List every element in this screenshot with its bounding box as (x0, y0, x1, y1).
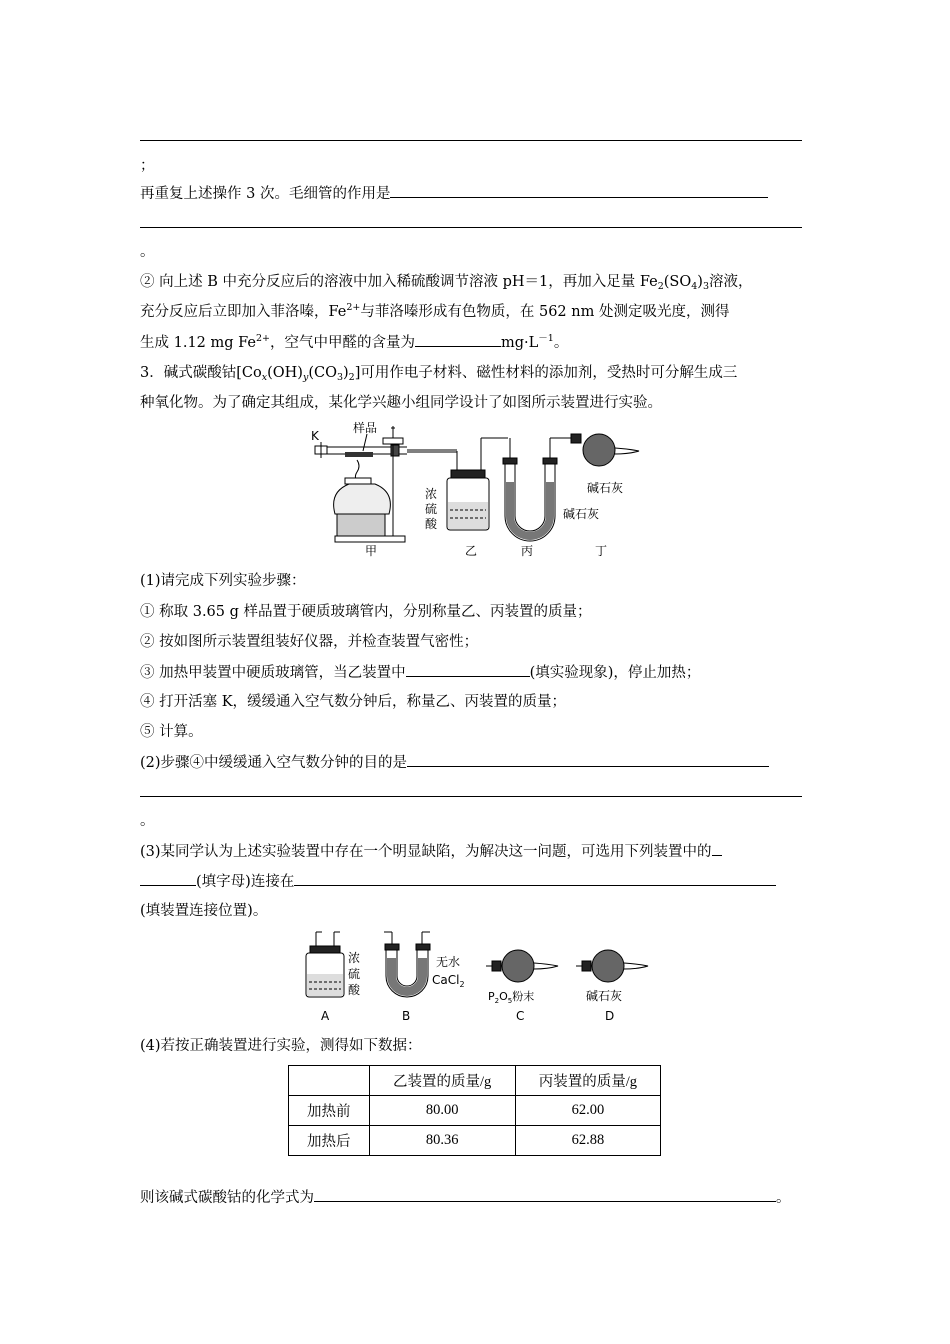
label-acid-3: 酸 (425, 517, 438, 531)
valve-k (315, 442, 327, 458)
caption-yi: 乙 (465, 544, 478, 558)
q3-text: ) (343, 365, 349, 381)
option-a-label-1: 浓 (348, 951, 361, 965)
apparatus-figure (305, 418, 645, 560)
part4-title: (4)若按正确装置进行实验，测得如下数据： (140, 1038, 422, 1054)
q2-text: 生成 1.12 mg Fe (140, 335, 256, 351)
q2-line-3 (140, 332, 568, 353)
o-text: O (499, 990, 508, 1003)
q2-text: 充分反应后立即加入菲洛嗪，Fe (140, 304, 347, 320)
option-a-label-3: 酸 (348, 983, 361, 997)
subscript: 3 (702, 281, 709, 292)
table-cell: 加热前 (289, 1096, 370, 1126)
answer-line[interactable] (140, 796, 802, 797)
q2-text: 与菲洛嗪形成有色物质，在 562 nm 处测定吸光度，测得 (360, 304, 730, 320)
option-d-label: 碱石灰 (586, 989, 623, 1003)
table-header-cell (289, 1066, 370, 1096)
final-text: 则该碱式碳酸钴的化学式为 (140, 1190, 314, 1206)
caption-jia: 甲 (365, 544, 378, 558)
q3-text: (CO (308, 365, 337, 381)
end-mark-2: 。 (140, 813, 155, 829)
drying-tube-ding (550, 434, 639, 466)
q3-text: (OH) (267, 365, 303, 381)
semicolon-text: ； (140, 158, 155, 174)
table-cell: 62.00 (515, 1096, 660, 1126)
u-tube-bing (495, 438, 557, 541)
option-c-caption: C (516, 1009, 525, 1023)
mass-data-table (288, 1065, 661, 1156)
option-a-label-2: 硫 (348, 967, 361, 981)
purpose-answer-blank[interactable] (407, 752, 769, 767)
table-row (289, 1126, 661, 1156)
part3-line-3: (填装置连接位置)。 (140, 903, 268, 919)
formaldehyde-answer-blank[interactable] (415, 332, 501, 347)
subscript: 3 (336, 372, 343, 383)
q3-line-1 (140, 363, 737, 383)
label-sample: 样品 (353, 421, 378, 435)
superscript: 2+ (346, 302, 361, 313)
part3-line-2 (140, 871, 776, 892)
step-3-text: ③ 加热甲装置中硬质玻璃管，当乙装置中 (140, 665, 406, 681)
table-row (289, 1096, 661, 1126)
q2-text: ) (697, 274, 703, 290)
subscript: 2 (348, 372, 355, 383)
subscript: 2 (657, 281, 664, 292)
step-4: ④ 打开活塞 K，缓缓通入空气数分钟后，称量乙、丙装置的质量； (140, 694, 567, 710)
step-3 (140, 662, 700, 683)
table-header-cell: 丙装置的质量/g (515, 1066, 660, 1096)
answer-line[interactable] (140, 227, 802, 228)
hard-glass-tube (327, 445, 457, 457)
end-mark-1: 。 (140, 244, 155, 260)
capillary-answer-blank[interactable] (390, 183, 768, 198)
repeat-text: 再重复上述操作 3 次。毛细管的作用是 (140, 186, 391, 202)
alcohol-lamp (334, 460, 391, 536)
q2-text: ，空气中甲醛的含量为 (270, 335, 416, 351)
step-1: ① 称取 3.65 g 样品置于硬质玻璃管内，分别称量乙、丙装置的质量； (140, 604, 592, 620)
table-cell: 80.36 (369, 1126, 515, 1156)
option-b-caption: B (402, 1009, 411, 1023)
table-header-row (289, 1066, 661, 1096)
q3-line-2: 种氧化物。为了确定其组成，某化学兴趣小组同学设计了如图所示装置进行实验。 (140, 395, 662, 411)
option-a-bottle (306, 932, 344, 997)
q2-line-1 (140, 272, 753, 292)
part3-line-1 (140, 841, 722, 862)
powder-text: 粉末 (512, 990, 535, 1003)
option-c-label (488, 989, 534, 1005)
label-acid-1: 浓 (425, 487, 438, 501)
option-b-label-2 (432, 973, 465, 989)
step-5: ⑤ 计算。 (140, 724, 203, 740)
option-a-caption: A (321, 1009, 330, 1023)
device-answer-blank-a[interactable] (712, 841, 722, 856)
step-3-text: (填实验现象)，停止加热； (529, 665, 701, 681)
label-k: K (311, 429, 319, 443)
superscript: －1 (538, 333, 554, 344)
unit-text: mg·L (501, 335, 539, 351)
option-c-drying-tube (486, 950, 558, 982)
position-answer-blank[interactable] (294, 871, 776, 886)
table-cell: 加热后 (289, 1126, 370, 1156)
subscript: y (302, 372, 309, 383)
step-2: ② 按如图所示装置组装好仪器，并检查装置气密性； (140, 634, 479, 650)
caption-bing: 丙 (521, 544, 534, 558)
q3-text: ]可用作电子材料、磁性材料的添加剂，受热时可分解生成三 (354, 365, 738, 381)
part3-text: (填字母)连接在 (196, 874, 295, 890)
repeat-text-line (140, 183, 768, 204)
label-soda-lime-1: 碱石灰 (587, 481, 624, 495)
final-question (140, 1187, 791, 1208)
cacl-subscript: 2 (459, 980, 465, 989)
q3-text: 3．碱式碳酸钴[Co (140, 365, 262, 381)
q2-text: (SO (663, 274, 692, 290)
subscript: 4 (691, 281, 698, 292)
p-text: P (488, 990, 495, 1003)
option-b-u-tube (384, 932, 430, 997)
q2-line-2 (140, 302, 729, 322)
part3-text: (3)某同学认为上述实验装置中存在一个明显缺陷，为解决这一问题，可选用下列装置中的 (140, 844, 712, 860)
table-cell: 62.88 (515, 1126, 660, 1156)
phenomenon-answer-blank[interactable] (406, 662, 530, 677)
formula-answer-blank[interactable] (314, 1187, 776, 1202)
caption-ding: 丁 (595, 544, 608, 558)
final-end-mark: 。 (776, 1190, 791, 1206)
part1-title: (1)请完成下列实验步骤： (140, 573, 306, 589)
label-soda-lime-2: 碱石灰 (563, 507, 600, 521)
q2-text: 。 (553, 335, 569, 351)
p-subscript: 2 (494, 997, 500, 1005)
q2-text: ② 向上述 B 中充分反应后的溶液中加入稀硫酸调节溶液 pH＝1，再加入足量 Fe (140, 274, 658, 290)
option-d-caption: D (605, 1009, 615, 1023)
device-answer-blank-b[interactable] (140, 871, 196, 886)
o-subscript: 5 (507, 997, 513, 1005)
q2-text: 溶液， (709, 274, 753, 290)
options-figure (300, 928, 656, 1024)
option-d-drying-tube (576, 950, 648, 982)
part2-line (140, 752, 769, 773)
part2-text: (2)步骤④中缓缓通入空气数分钟的目的是 (140, 755, 408, 771)
label-acid-2: 硫 (425, 502, 438, 516)
table-cell: 80.00 (369, 1096, 515, 1126)
cacl-text: CaCl (432, 973, 460, 987)
subscript: x (261, 372, 268, 383)
answer-line[interactable] (140, 140, 802, 141)
option-b-label-1: 无水 (436, 955, 461, 969)
superscript: 2+ (256, 333, 271, 344)
table-header-cell: 乙装置的质量/g (369, 1066, 515, 1096)
